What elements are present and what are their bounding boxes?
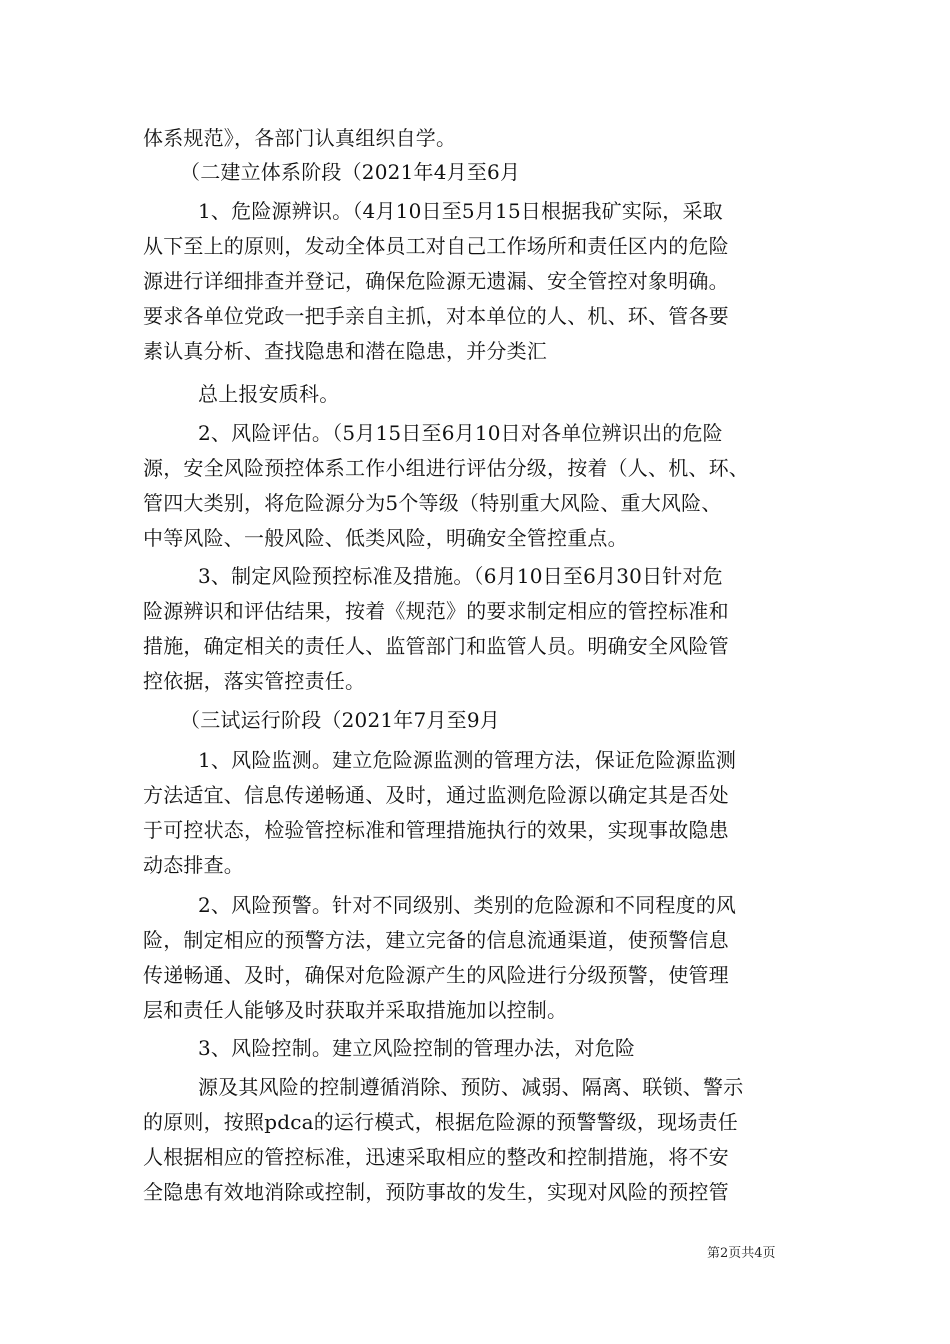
section-heading: （三试运行阶段（2021年7月至9月: [180, 708, 500, 732]
text-line: 险，制定相应的预警方法，建立完备的信息流通渠道，使预警信息: [143, 928, 729, 952]
text-line: 从下至上的原则，发动全体员工对自己工作场所和责任区内的危险: [143, 234, 729, 258]
text-line: 险源辨识和评估结果，按着《规范》的要求制定相应的管控标准和: [143, 599, 729, 623]
text-line: 3、风险控制。建立风险控制的管理办法，对危险: [198, 1036, 636, 1060]
text-line: 的原则，按照pdca的运行模式，根据危险源的预警警级，现场责任: [143, 1110, 738, 1134]
text-line: 1、风险监测。建立危险源监测的管理方法，保证危险源监测: [198, 748, 737, 772]
text-line: 管四大类别，将危险源分为5个等级（特别重大风险、重大风险、: [143, 491, 722, 515]
section-heading: （二建立体系阶段（2021年4月至6月: [180, 160, 521, 184]
text-line: 传递畅通、及时，确保对危险源产生的风险进行分级预警，使管理: [143, 963, 729, 987]
text-line: 人根据相应的管控标准，迅速采取相应的整改和控制措施，将不安: [143, 1145, 729, 1169]
text-line: 体系规范》，各部门认真组织自学。: [143, 126, 457, 150]
text-line: 2、风险预警。针对不同级别、类别的危险源和不同程度的风: [198, 893, 737, 917]
text-line: 素认真分析、查找隐患和潜在隐患，并分类汇: [143, 339, 547, 363]
text-line: 总上报安质科。: [198, 382, 340, 406]
text-line: 源及其风险的控制遵循消除、预防、减弱、隔离、联锁、警示: [198, 1075, 744, 1099]
text-line: 于可控状态，检验管控标准和管理措施执行的效果，实现事故隐患: [143, 818, 729, 842]
page-number: 第2页共4页: [707, 1246, 776, 1261]
text-line: 2、风险评估。（5月15日至6月10日对各单位辨识出的危险: [198, 421, 723, 445]
text-line: 源进行详细排查并登记，确保危险源无遗漏、安全管控对象明确。: [143, 269, 729, 293]
text-line: 措施，确定相关的责任人、监管部门和监管人员。明确安全风险管: [143, 634, 729, 658]
text-line: 中等风险、一般风险、低类风险，明确安全管控重点。: [143, 526, 628, 550]
text-line: 源，安全风险预控体系工作小组进行评估分级，按着（人、机、环、: [143, 456, 749, 480]
text-line: 控依据，落实管控责任。: [143, 669, 366, 693]
text-line: 1、危险源辨识。（4月10日至5月15日根据我矿实际，采取: [198, 199, 723, 223]
text-line: 3、制定风险预控标准及措施。（6月10日至6月30日针对危: [198, 564, 723, 588]
text-line: 层和责任人能够及时获取并采取措施加以控制。: [143, 998, 568, 1022]
text-line: 动态排查。: [143, 853, 244, 877]
text-line: 要求各单位党政一把手亲自主抓，对本单位的人、机、环、管各要: [143, 304, 729, 328]
text-line: 方法适宜、信息传递畅通、及时，通过监测危险源以确定其是否处: [143, 783, 729, 807]
text-line: 全隐患有效地消除或控制，预防事故的发生，实现对风险的预控管: [143, 1180, 729, 1204]
